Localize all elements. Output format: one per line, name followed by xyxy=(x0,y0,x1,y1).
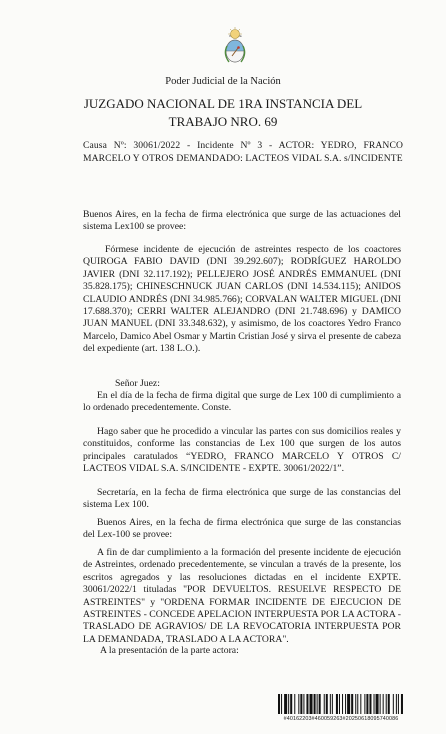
paragraph-presentacion: A la presentación de la parte actora: xyxy=(100,645,239,656)
paragraph-formese: Fórmese incidente de ejecución de astreintes respecto de los coactores QUIROGA FABIO DAVID (DNI 39.292.607); RODRÍGUEZ HAROLDO JAVIER (DNI 32.117.192); PELLEJERO JOSÉ ANDRÉS EMMANUEL (DNI 35.828.175); CHINESCHNUCK JUAN CARLOS (DNI 14.534.115); ANIDOS CLAUDIO ANDRÉS (DNI 34.985.766); CORVALAN WALTER MIGUEL (DNI 17.688.370); CERRI WALTER ALEJANDRO (DNI 21.748.696) y DAMICO JUAN MANUEL (DNI 33.348.632), y asimismo, de los coactores Yedro Franco Marcelo, Damico Abel Osmar y Martin Cristian José y sirva el presente de cabeza del expediente (art. 138 L.O.). xyxy=(83,244,401,355)
salutation: Señor Juez: xyxy=(115,378,160,389)
paragraph-secretaria: Secretaría, en la fecha de firma electrónica que surge de las constancias del sistema Lex 100. xyxy=(83,487,401,511)
barcode-bar xyxy=(281,694,282,714)
barcode-bar xyxy=(393,694,394,714)
barcode-bar xyxy=(376,694,379,714)
barcode-bar xyxy=(284,694,287,714)
barcode-bar xyxy=(357,694,358,714)
barcode xyxy=(278,694,404,714)
barcode-bar xyxy=(369,694,371,714)
barcode-bar xyxy=(300,694,302,714)
barcode-bar xyxy=(388,694,390,714)
barcode-bar xyxy=(298,694,299,714)
case-caption: Causa Nº: 30061/2022 - Incidente Nº 3 - ACTOR: YEDRO, FRANCO MARCELO Y OTROS DEMANDADO: LACTEOS VIDAL S.A. s/INCIDENTE xyxy=(83,140,403,164)
court-name xyxy=(0,95,446,131)
barcode-bar xyxy=(332,694,333,714)
barcode-bar xyxy=(342,694,343,714)
barcode-bar xyxy=(396,694,397,714)
barcode-bar xyxy=(290,694,292,714)
institution-name: Poder Judicial de la Nación xyxy=(165,76,281,87)
barcode-bar xyxy=(355,694,356,714)
barcode-bar xyxy=(306,694,308,714)
barcode-bar xyxy=(351,694,353,714)
barcode-bar xyxy=(317,694,318,714)
barcode-bar xyxy=(398,694,399,714)
barcode-bar xyxy=(383,694,384,714)
barcode-bar xyxy=(364,694,365,714)
barcode-bar xyxy=(374,694,375,714)
barcode-bar xyxy=(303,694,304,714)
barcode-bar xyxy=(330,694,331,714)
barcode-bar xyxy=(366,694,368,714)
barcode-bar xyxy=(339,694,340,714)
barcode-bar xyxy=(360,694,361,714)
barcode-bar xyxy=(345,694,346,714)
barcode-bar xyxy=(386,694,387,714)
coat-of-arms-icon xyxy=(219,26,251,66)
barcode-bar xyxy=(336,694,338,714)
barcode-bar xyxy=(380,694,381,714)
court-name-line2: TRABAJO NRO. 69 xyxy=(168,114,278,129)
barcode-bar xyxy=(314,694,316,714)
court-name-line1: JUZGADO NACIONAL DE 1RA INSTANCIA DEL xyxy=(83,96,363,111)
paragraph-intro: Buenos Aires, en la fecha de firma electrónica que surge de las actuaciones del sistema Lex100 se provee: xyxy=(83,209,401,233)
barcode-bar xyxy=(319,694,321,714)
barcode-number: #40162203#460059263#20250618095740086 xyxy=(283,716,399,722)
barcode-bar xyxy=(347,694,350,714)
barcode-bar xyxy=(401,694,403,714)
paragraph-hago-saber: Hago saber que he procedido a vincular las partes con sus domicilios reales y constituidos, conforme las constancias de Lex 100 que surgen de los autos principales caratulados “YEDRO, FRANCO MARCELO Y OTROS C/ LACTEOS VIDAL S.A. S/INCIDENTE - EXPTE. 30061/2022/1”. xyxy=(83,426,401,475)
barcode-bar xyxy=(310,694,313,714)
barcode-bar xyxy=(294,694,295,714)
paragraph-a-fin: A fin de dar cumplimiento a la formación del presente incidente de ejecución de Astreintes, ordenado precedentemente, se vinculan a través de la presente, los escritos agregados y las resoluciones dictadas en el incidente EXPTE. 30061/2022/1 tituladas "POR DEVUELTOS. RESUELVE RESPECTO DE ASTREINTES" y "ORDENA FORMAR INCIDENTE DE EJECUCION DE ASTREINTES - CONCEDE APELACION INTERPUESTA POR LA ACTORA - TRASLADO DE AGRAVIOS/ DE LA REVOCATORIA INTERPUESTA POR LA DEMANDADA, TRASLADO A LA ACTORA". xyxy=(83,547,401,645)
barcode-bar xyxy=(326,694,328,714)
barcode-bar xyxy=(278,694,280,714)
barcode-bar xyxy=(324,694,325,714)
paragraph-intro-2: Buenos Aires, en la fecha de firma electrónica que surge de las constancias del Lex-100 se provee: xyxy=(83,517,401,541)
paragraph-cumplimiento: En el día de la fecha de firma digital que surge de Lex 100 di cumplimiento a lo ordenado precedentemente. Conste. xyxy=(83,390,401,414)
barcode-bar xyxy=(288,694,289,714)
